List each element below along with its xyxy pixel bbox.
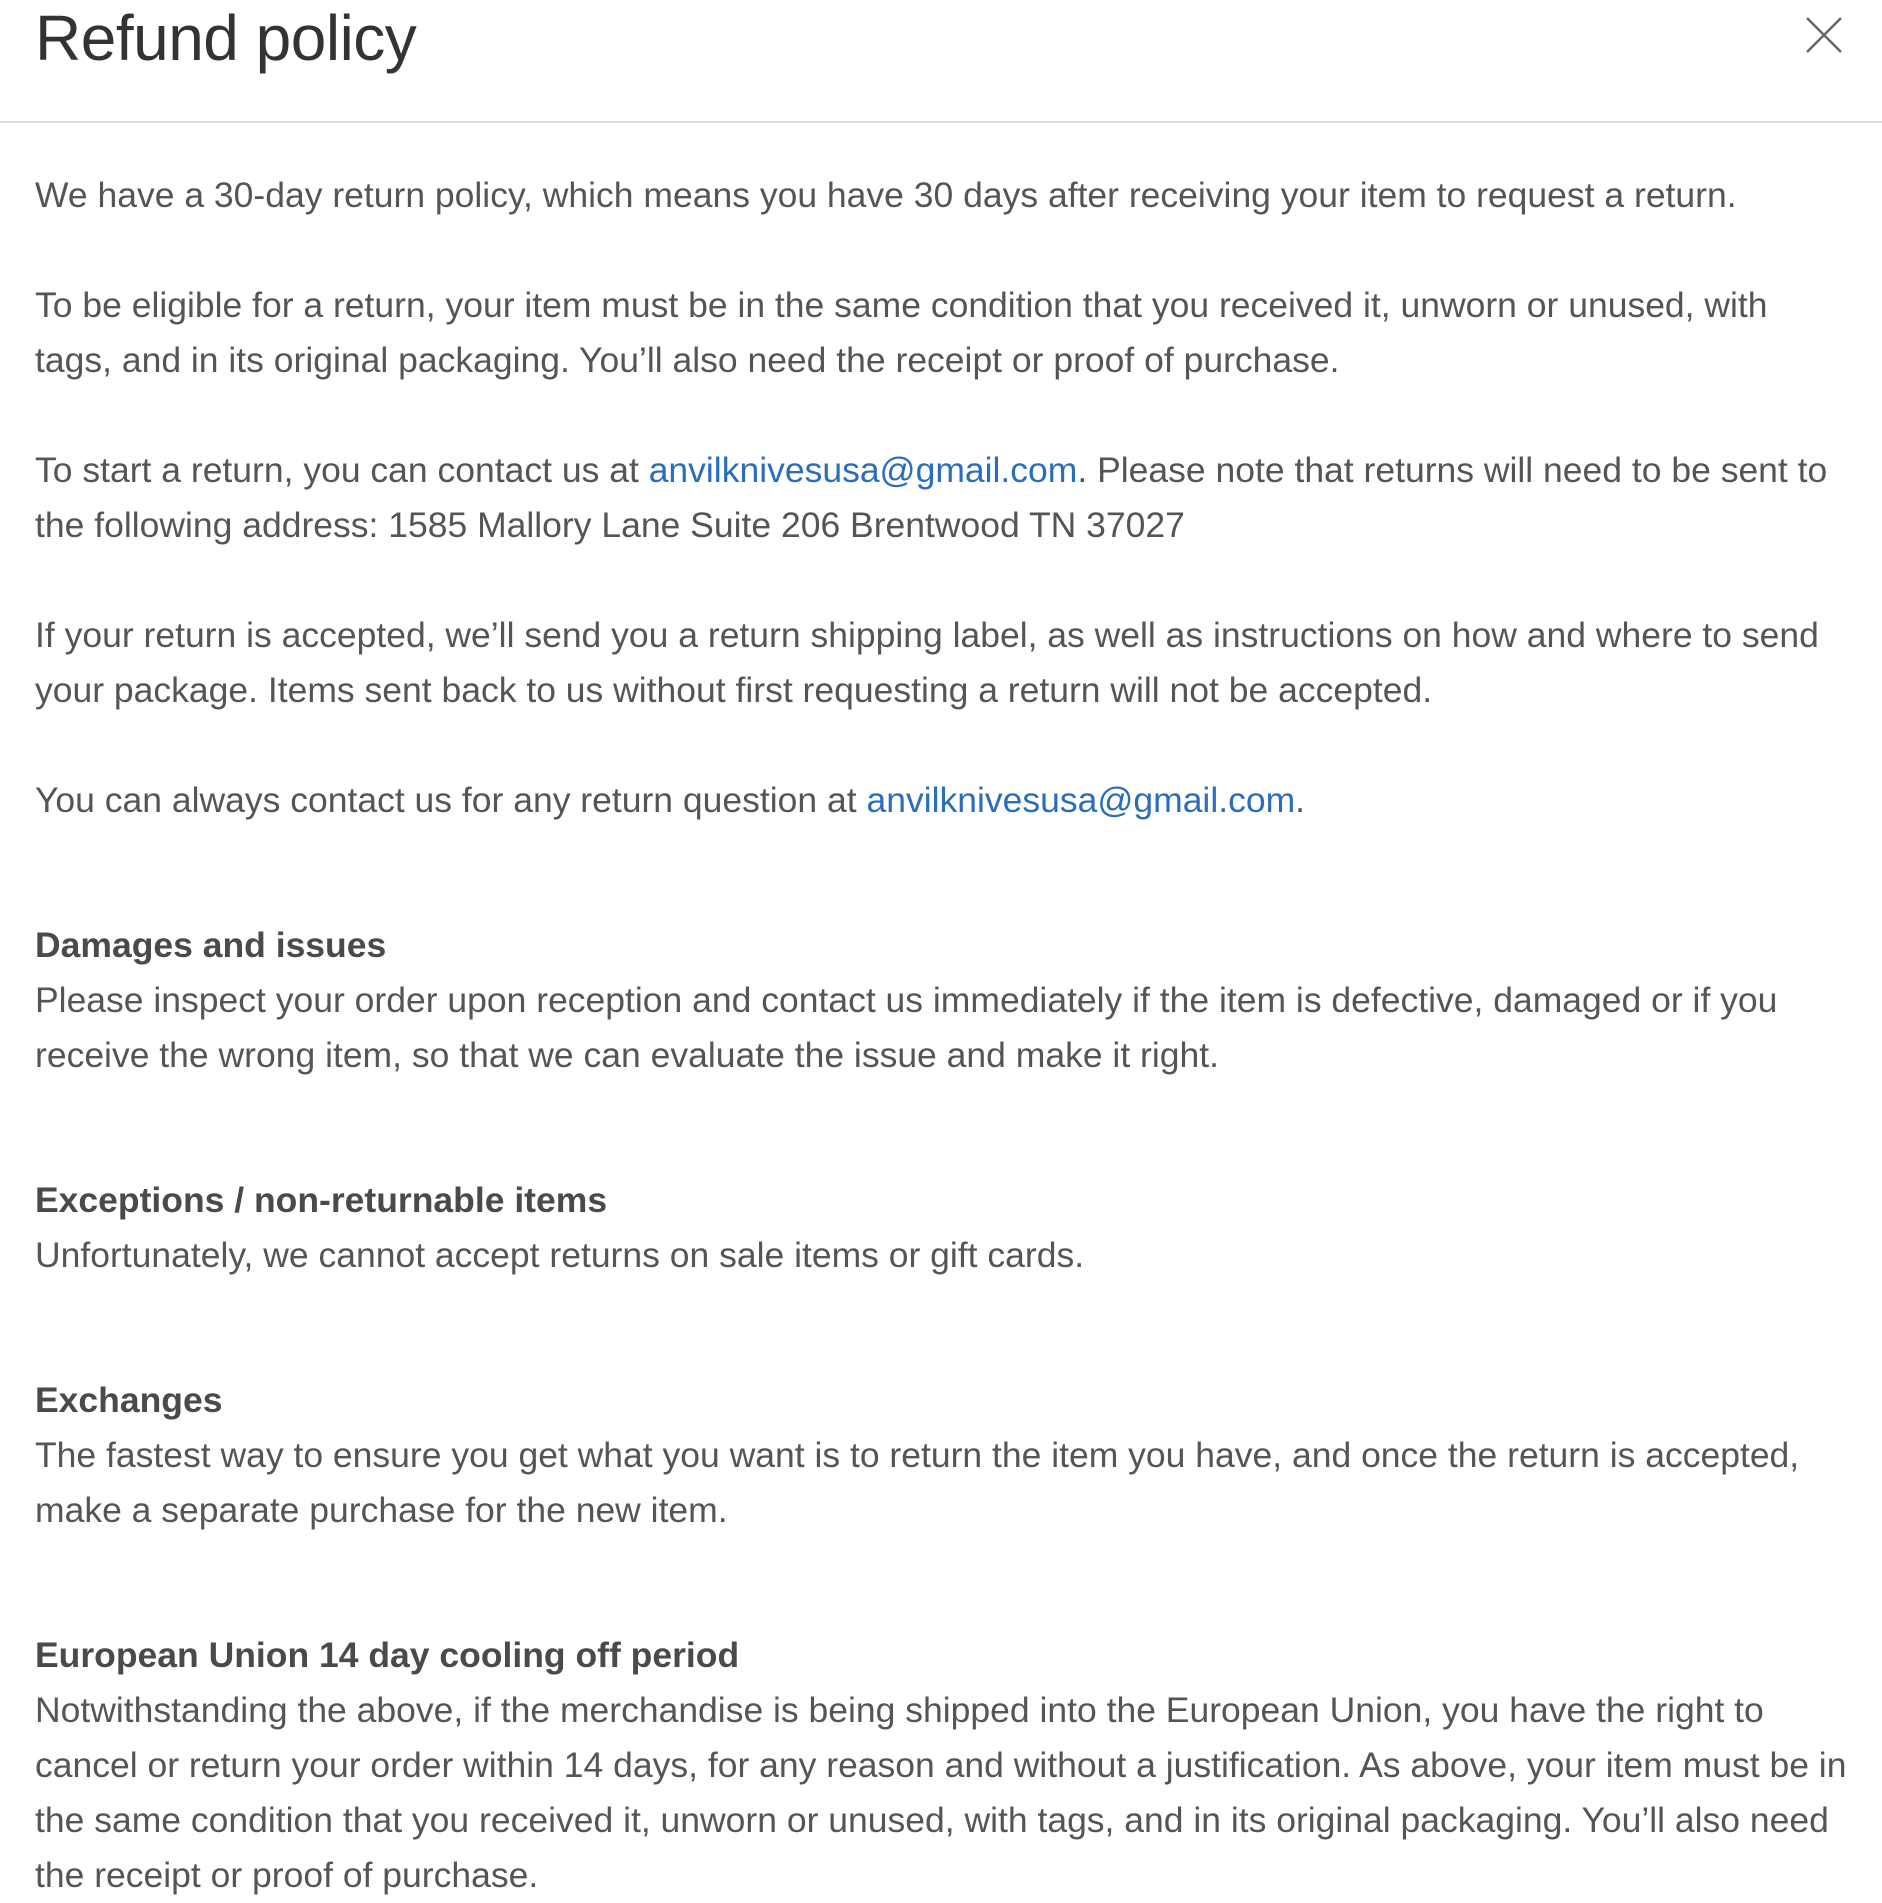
paragraph-start-return	[35, 443, 1852, 553]
email-link[interactable]: anvilknivesusa@gmail.com	[866, 780, 1296, 820]
section-heading: European Union 14 day cooling off period	[35, 1635, 740, 1675]
section-exchanges	[35, 1373, 1852, 1538]
text: .	[1295, 780, 1306, 820]
paragraph-contact	[35, 773, 1852, 828]
close-button[interactable]	[1804, 15, 1844, 55]
paragraph-accepted-return: If your return is accepted, we’ll send you a return shipping label, as well as instructions on how and where to send your package. Items sent back to us without first requesting a return will not be accepted.	[35, 615, 1819, 710]
email-link[interactable]: anvilknivesusa@gmail.com	[648, 450, 1078, 490]
section-exceptions	[35, 1173, 1852, 1283]
text: You can always contact us for any return question at	[35, 780, 867, 820]
paragraph-eligibility: To be eligible for a return, your item must be in the same condition that you received it, unworn or unused, with tags, and in its original packaging. You’ll also need the receipt or proof of purchase.	[35, 285, 1768, 380]
section-body: The fastest way to ensure you get what you want is to return the item you have, and once the return is accepted, make a separate purchase for the new item.	[35, 1435, 1800, 1530]
section-heading: Exchanges	[35, 1380, 223, 1420]
page-title: Refund policy	[35, 2, 417, 74]
section-eu-cooling-off	[35, 1628, 1852, 1903]
section-heading: Exceptions / non-returnable items	[35, 1180, 608, 1220]
policy-content	[0, 123, 1882, 1903]
section-body: Notwithstanding the above, if the merchandise is being shipped into the European Union, you have the right to cancel or return your order within 14 days, for any reason and without a justification. As above, your item must be in the same condition that you received it, unworn or unused, with tags, and in its original packaging. You’ll also need the receipt or proof of purchase.	[35, 1690, 1847, 1895]
text: . Please note that returns will need to be sent to the following address: 1585 Mallory Lane Suite 206 Brentwood TN 37027	[35, 450, 1828, 545]
text: To start a return, you can contact us at	[35, 450, 649, 490]
paragraph-return-window: We have a 30-day return policy, which means you have 30 days after receiving your item to request a return.	[35, 175, 1737, 215]
section-heading: Damages and issues	[35, 925, 387, 965]
modal-header	[0, 0, 1882, 123]
close-icon	[1804, 15, 1844, 55]
section-damages	[35, 918, 1852, 1083]
section-body: Unfortunately, we cannot accept returns on sale items or gift cards.	[35, 1235, 1085, 1275]
section-body: Please inspect your order upon reception and contact us immediately if the item is defective, damaged or if you receive the wrong item, so that we can evaluate the issue and make it right.	[35, 980, 1778, 1075]
